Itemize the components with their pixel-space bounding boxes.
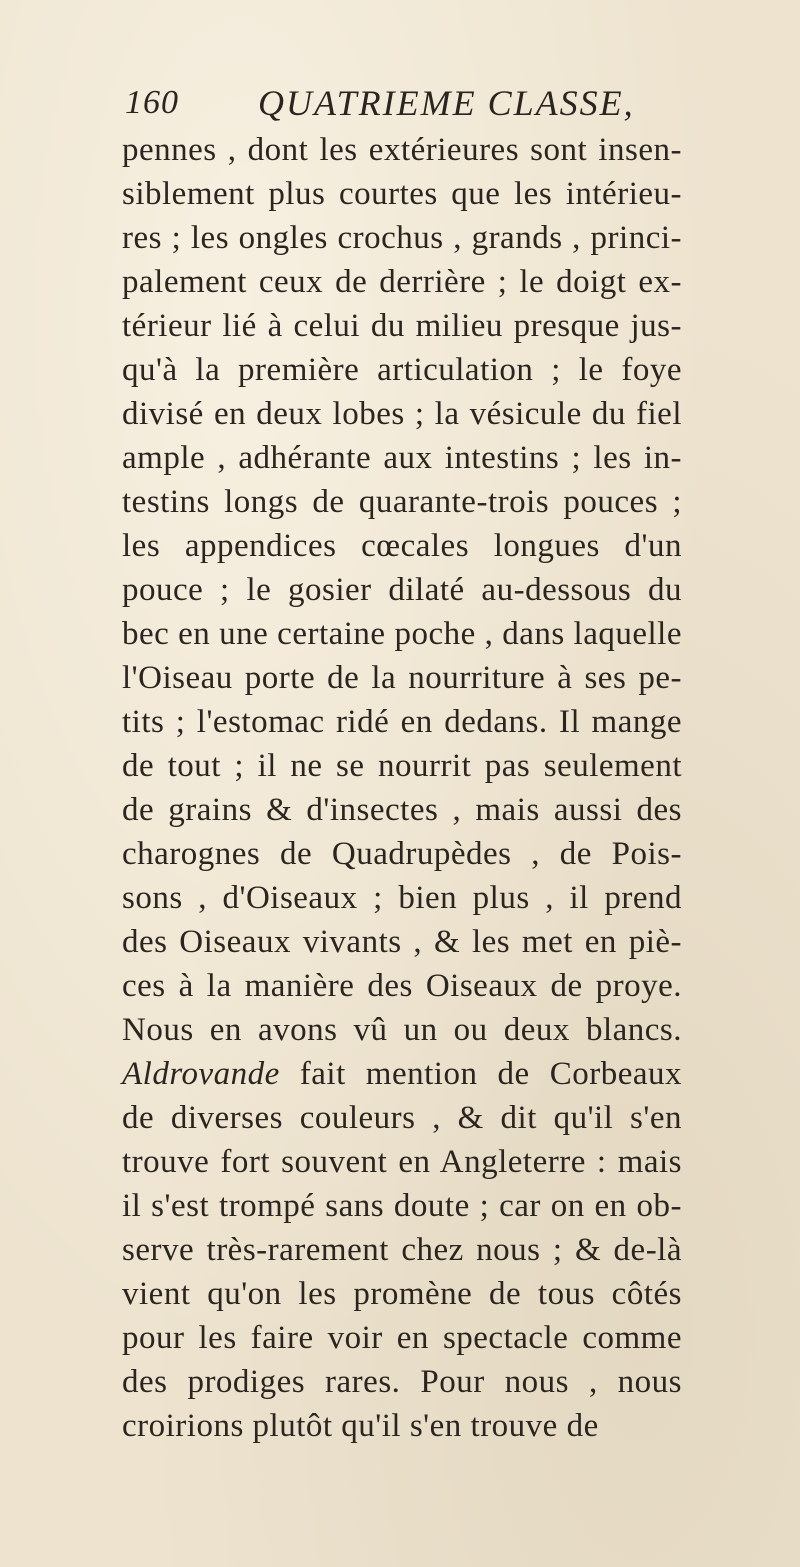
text-line-rest: fait mention de Corbeaux [279,1056,682,1092]
text-line: siblement plus courtes que les intérieu- [122,176,682,212]
text-line: pour les faire voir en spectacle comme [122,1320,682,1356]
text-line: serve très-rarement chez nous ; & de-là [122,1232,682,1268]
text-line: testins longs de quarante-trois pouces ; [122,484,682,520]
text-line: croirions plutôt qu'il s'en trouve de [122,1408,599,1444]
text-line: trouve fort souvent en Angleterre : mais [122,1144,682,1180]
text-line: ample , adhérante aux intestins ; les in- [122,440,682,476]
text-line: Nous en avons vû un ou deux blancs. [122,1012,682,1048]
text-line: des Oiseaux vivants , & les met en piè- [122,924,682,960]
text-line: des prodiges rares. Pour nous , nous [122,1364,682,1400]
text-line: bec en une certaine poche , dans laquelle [122,616,682,652]
text-line: pouce ; le gosier dilaté au-dessous du [122,572,682,608]
text-line: térieur lié à celui du milieu presque jus- [122,308,682,344]
text-line: res ; les ongles crochus , grands , princi- [122,220,682,256]
text-line: tits ; l'estomac ridé en dedans. Il mange [122,704,682,740]
page-number: 160 [125,84,179,121]
author-name: Aldrovande [122,1056,280,1092]
text-line [122,1052,682,1096]
text-line: il s'est trompé sans doute ; car on en ob- [122,1188,682,1224]
text-line: de tout ; il ne se nourrit pas seulement [122,748,682,784]
body-text [122,128,682,1448]
text-line: sons , d'Oiseaux ; bien plus , il prend [122,880,682,916]
text-line: qu'à la première articulation ; le foye [122,352,682,388]
running-head: QUATRIEME CLASSE, [258,83,635,123]
text-line: ces à la manière des Oiseaux de proye. [122,968,682,1004]
text-line: de grains & d'insectes , mais aussi des [122,792,682,828]
text-line: pennes , dont les extérieures sont insen- [122,132,682,168]
text-line: les appendices cœcales longues d'un [122,528,682,564]
text-line: vient qu'on les promène de tous côtés [122,1276,682,1312]
text-line: l'Oiseau porte de la nourriture à ses pe- [122,660,682,696]
text-line: palement ceux de derrière ; le doigt ex- [122,264,682,300]
page-header [125,80,685,130]
text-line: de diverses couleurs , & dit qu'il s'en [122,1100,682,1136]
text-line: divisé en deux lobes ; la vésicule du fiel [122,396,682,432]
text-line: charognes de Quadrupèdes , de Pois- [122,836,682,872]
